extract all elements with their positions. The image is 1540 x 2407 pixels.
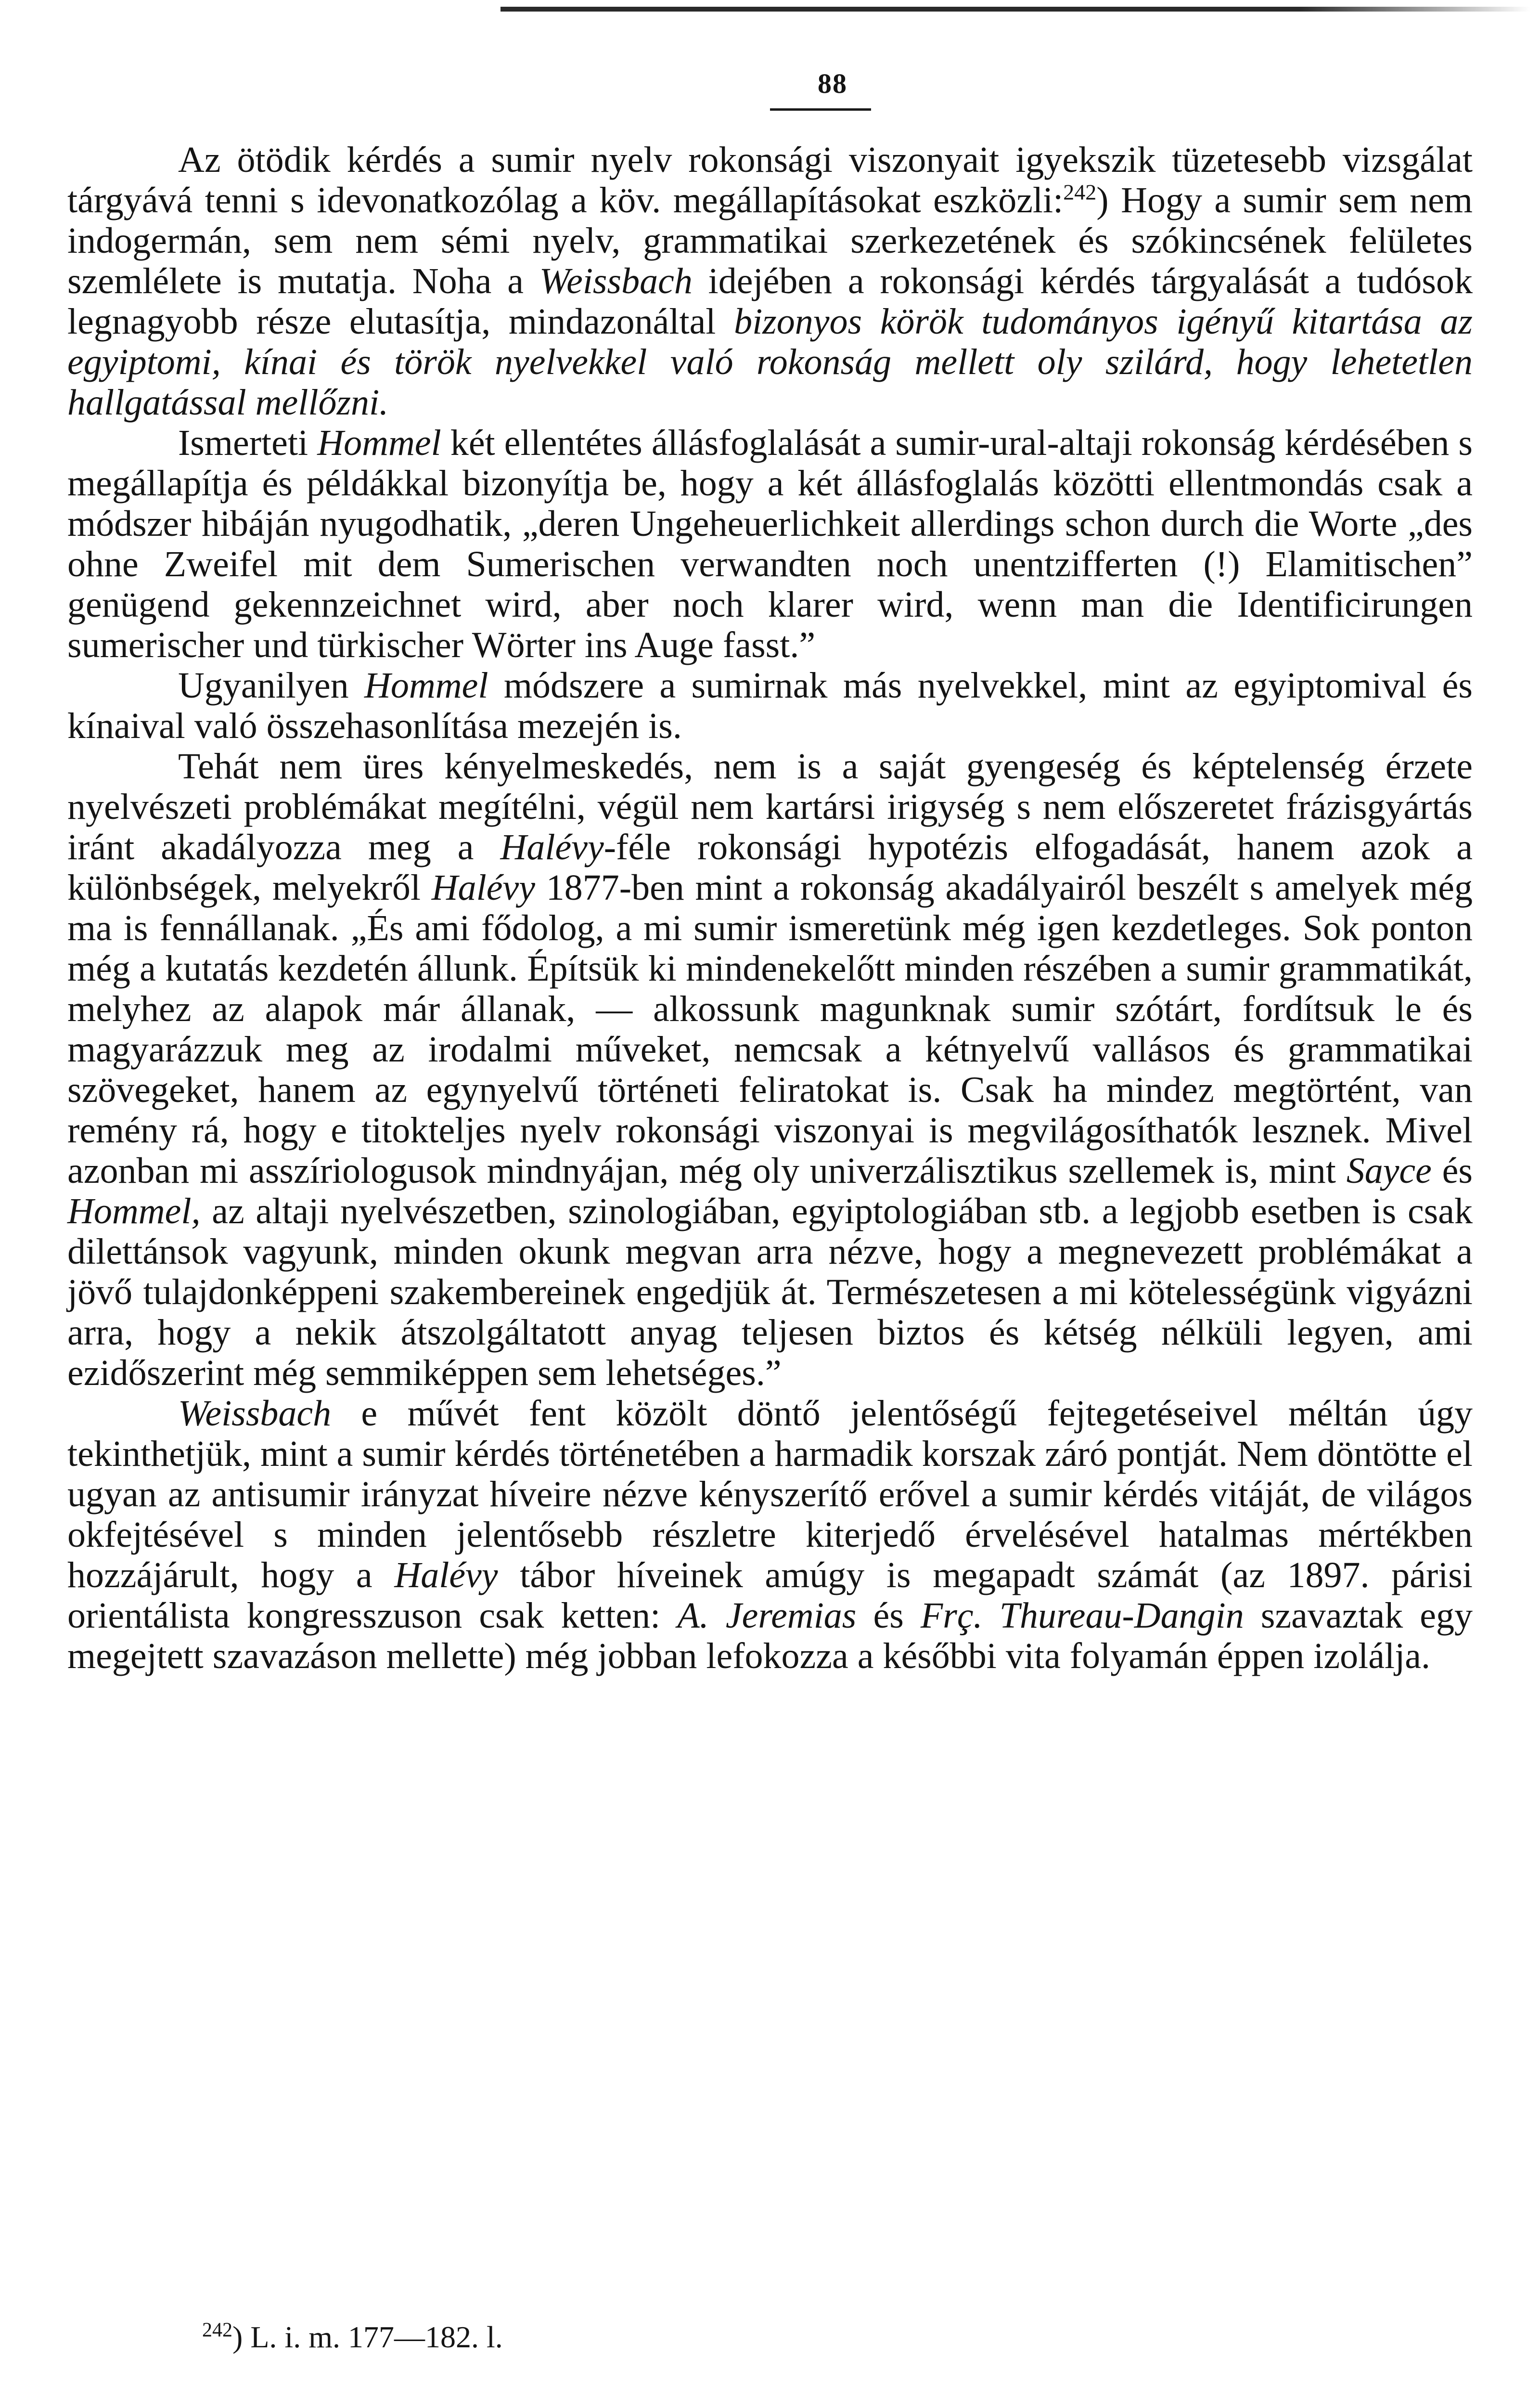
page-number: 88 [818, 68, 847, 99]
page-number-underline [770, 108, 871, 111]
text-run: Ugyanilyen [178, 665, 364, 706]
text-run: szavaztak egy megejtett szavazáson mellette) még jobban lefokozza a későbbi vita folyamán éppen izolálja. [67, 1595, 1473, 1676]
top-edge-rule-fade [1299, 7, 1530, 12]
footnote-reference: 242 [1063, 180, 1097, 205]
paragraph [67, 423, 1473, 665]
footnote [202, 2318, 503, 2356]
footnote-text: ) L. i. m. 177—182. l. [232, 2320, 503, 2354]
text-run: és [1431, 1151, 1473, 1191]
paragraph [67, 1393, 1473, 1676]
text-run: Ismerteti [178, 423, 318, 463]
text-run: -féle rokonsági hypotézis elfogadását, hanem azok a különbségek, melyekről [67, 827, 1473, 908]
italic-text: Halévy [500, 827, 604, 867]
italic-text: Hommel [364, 665, 488, 706]
body-text [67, 140, 1473, 1676]
italic-text: Weissbach [178, 1393, 332, 1434]
italic-text: Hommel, [67, 1191, 201, 1231]
paragraph [67, 665, 1473, 746]
italic-text: Frç. Thureau-Dangin [920, 1595, 1244, 1636]
italic-text: Halévy [394, 1555, 498, 1595]
italic-text: A. Jeremias [677, 1595, 857, 1636]
text-run: két ellentétes állásfoglalását a sumir-ural-altaji rokonság kérdésében s megállapítja és példákkal bizonyítja be, hogy a két állásfoglalás közötti ellentmondás csak a módszer hibáján nyugodhatik, „deren Ungeheuerlichkeit allerdings schon durch die Worte „des ohne Zweifel mit dem Sumerischen verwandten noch unentzifferten (!) Elamitischen” genügend gekennzeichnet wird, aber noch klarer wird, wenn man die Identificirungen sumerischer und türkischer Wörter ins Auge fasst.” [67, 423, 1473, 665]
italic-text: Hommel [317, 423, 441, 463]
text-run: és [856, 1595, 921, 1636]
italic-text: Halévy [431, 867, 535, 908]
text-run: 1877-ben mint a rokonság akadályairól beszélt s amelyek még ma is fennállanak. „És ami fődolog, a mi sumir ismeretünk még igen kezdetleges. Sok ponton még a kutatás kezdetén állunk. Építsük ki mindenekelőtt minden részében a sumir grammatikát, melyhez az alapok már állanak, — alkossunk magunknak sumir szótárt, fordítsuk le és magyarázzuk meg az irodalmi műveket, nemcsak a kétnyelvű vallásos és grammatikai szövegeket, hanem az egynyelvű történeti feliratokat is. Csak ha mindez megtörtént, van remény rá, hogy e titokteljes nyelv rokonsági viszonyai is megvilágosíthatók lesznek. Mivel azonban mi asszíriologusok mindnyájan, még oly univerzálisztikus szellemek is, mint [67, 867, 1473, 1191]
text-run: Tehát nem üres kényelmeskedés, nem is a saját gyengeség és képtelenség érzete nyelvészeti problémákat megítélni, végül nem kartársi irigység s nem előszeretet frázisgyártás iránt akadályozza meg a [67, 746, 1473, 867]
text-run: e művét fent közölt döntő jelentőségű fejtegetéseivel méltán úgy tekinthetjük, mint a sumir kérdés történetében a harmadik korszak záró pontját. Nem döntötte el ugyan az antisumir irányzat híveire nézve kényszerítő erővel a sumir kérdés vitáját, de világos okfejtésével s minden jelentősebb részletre kiterjedő érvelésével hatalmas mértékben hozzájárult, hogy a [67, 1393, 1473, 1595]
paragraph [67, 746, 1473, 1393]
text-run: Az ötödik kérdés a sumir nyelv rokonsági viszonyait igyekszik tüzetesebb vizsgálat tárgyává tenni s idevonatkozólag a köv. megállapításokat eszközli: [67, 140, 1473, 220]
paragraph [67, 140, 1473, 423]
footnote-marker: 242 [202, 2319, 232, 2342]
italic-text: Sayce [1346, 1151, 1432, 1191]
italic-text: bizonyos körök tudományos igényű kitartása az egyiptomi, kínai és török nyelvekkel való rokonság mellett oly szilárd, hogy lehetetlen hallgatással mellőzni. [67, 301, 1473, 423]
text-run: ) Hogy a sumir sem nem indogermán, sem nem sémi nyelv, grammatikai szerkezetének és szókincsének felületes szemlélete is mutatja. Noha a [67, 180, 1473, 301]
text-run: idejében a rokonsági kérdés tárgyalását a tudósok legnagyobb része elutasítja, mindazonáltal [67, 261, 1473, 342]
text-run: az altaji nyelvészetben, szinologiában, egyiptologiában stb. a legjobb esetben is csak dilettánsok vagyunk, minden okunk megvan arra nézve, hogy a megnevezett problémákat a jövő tulajdonképpeni szakembereinek engedjük át. Természetesen a mi kötelességünk vigyázni arra, hogy a nekik átszolgáltatott anyag teljesen biztos és kétség nélküli legyen, ami ezidőszerint még semmiképpen sem lehetséges.” [67, 1191, 1473, 1393]
text-run: tábor híveinek amúgy is megapadt számát (az 1897. párisi orientálista kongresszuson csak ketten: [67, 1555, 1473, 1636]
text-run: módszere a sumirnak más nyelvekkel, mint az egyiptomival és kínaival való összehasonlítása mezején is. [67, 665, 1473, 746]
italic-text: Weissbach [539, 261, 693, 301]
